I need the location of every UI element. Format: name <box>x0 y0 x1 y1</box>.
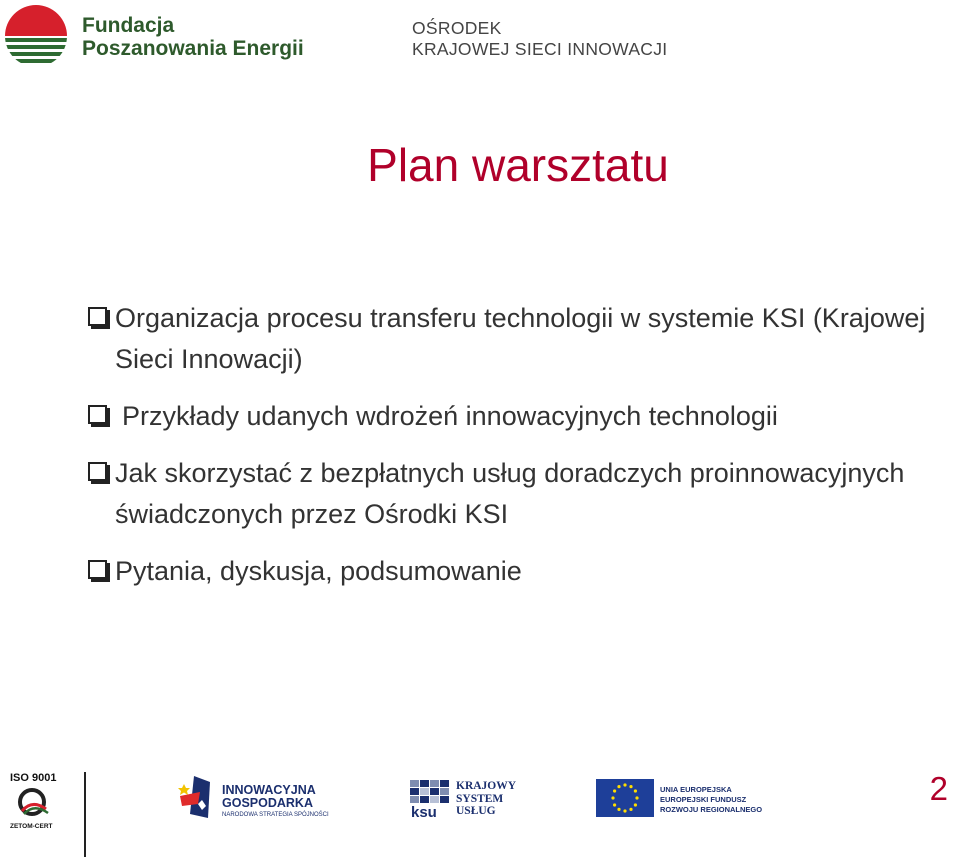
ig-line-3: NARODOWA STRATEGIA SPÓJNOŚCI <box>222 812 329 818</box>
bullet-item <box>88 298 948 380</box>
fpe-logo-text <box>82 14 304 60</box>
iso-q-icon <box>16 787 50 817</box>
fpe-logo-icon <box>4 4 68 68</box>
ig-line-2: GOSPODARKA <box>222 796 313 810</box>
eu-line-2: EUROPEJSKI FUNDUSZ <box>660 795 747 804</box>
ig-flag-icon <box>178 774 214 820</box>
checkbox-bullet-icon <box>88 307 107 326</box>
bullet-text: Organizacja procesu transferu technologii w systemie KSI (Krajowej Sieci Innowacji) <box>115 303 926 374</box>
ksu-line-1: KRAJOWY <box>456 780 517 792</box>
innowacyjna-gospodarka-logo <box>178 774 329 825</box>
eu-flag-icon <box>596 779 654 817</box>
eu-logo <box>596 779 763 822</box>
ksu-line-3: USŁUG <box>456 805 496 817</box>
bullet-item <box>88 453 948 535</box>
ksi-line-2: KRAJOWEJ SIECI INNOWACJI <box>412 39 668 59</box>
fpe-line-1: Fundacja <box>82 14 175 37</box>
iso-logo <box>10 772 72 830</box>
bullet-text: Pytania, dyskusja, podsumowanie <box>115 556 522 586</box>
page-number: 2 <box>929 770 948 807</box>
eu-line-3: ROZWOJU REGIONALNEGO <box>660 805 763 814</box>
bullet-text: Przykłady udanych wdrożeń innowacyjnych technologii <box>122 401 778 431</box>
checkbox-bullet-icon <box>88 560 107 579</box>
bullet-list <box>88 298 948 592</box>
ksu-mark: ksu <box>411 804 437 821</box>
ksu-text <box>456 780 516 818</box>
ksu-line-2: SYSTEM <box>456 792 504 805</box>
ksu-logo <box>410 780 517 825</box>
bullet-item <box>88 396 948 437</box>
ksi-logo-text <box>412 18 667 60</box>
ig-text <box>222 784 329 818</box>
eu-text <box>660 785 762 815</box>
iso-title: ISO 9001 <box>10 772 57 784</box>
bullet-text: Jak skorzystać z bezpłatnych usług doradczych proinnowacyjnych świadczonych przez Ośrodki KSI <box>115 458 905 529</box>
footer-divider <box>84 772 86 857</box>
ig-line-1: INNOWACYJNA <box>222 783 316 797</box>
fpe-line-2: Poszanowania Energii <box>82 37 304 60</box>
iso-sub: ZETOM-CERT <box>10 823 53 830</box>
bullet-item <box>88 551 948 592</box>
slide-title: Plan warsztatu <box>367 139 669 191</box>
checkbox-bullet-icon <box>88 462 107 481</box>
checkbox-bullet-icon <box>88 405 107 424</box>
eu-line-1: UNIA EUROPEJSKA <box>660 785 732 794</box>
ksi-line-1: OŚRODEK <box>412 18 502 38</box>
